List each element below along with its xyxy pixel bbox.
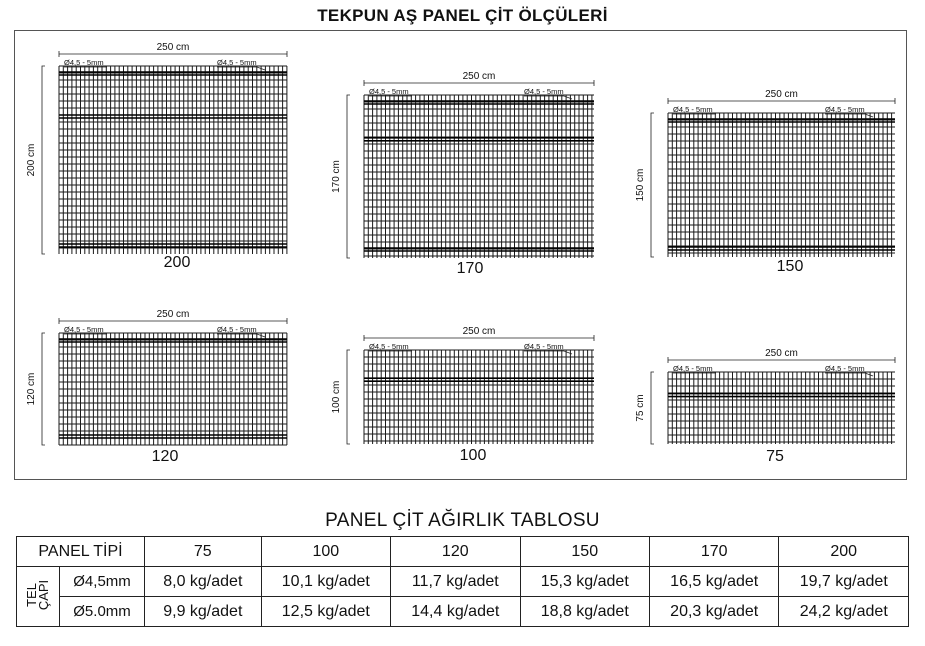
mesh-panel — [364, 95, 594, 258]
table-row — [17, 567, 909, 597]
column-header: 150 — [520, 537, 649, 567]
mesh-panel — [59, 66, 287, 254]
weight-cell: 15,3 kg/adet — [520, 567, 649, 597]
height-dimension-bracket — [651, 372, 654, 444]
width-label: 250 cm — [462, 326, 496, 337]
wire-diameter-group-label — [17, 567, 60, 627]
wire-callout-right: Ø4,5 - 5mm — [524, 342, 564, 351]
weight-cell: 11,7 kg/adet — [391, 567, 520, 597]
panel-type-caption: 120 — [151, 448, 179, 465]
mesh-panel — [59, 333, 287, 445]
wire-callout-left: Ø4,5 - 5mm — [64, 325, 104, 334]
mesh-panel — [364, 350, 594, 444]
wire-callout-left: Ø4,5 - 5mm — [64, 58, 104, 67]
width-label: 250 cm — [765, 89, 798, 100]
weight-cell: 16,5 kg/adet — [649, 567, 778, 597]
column-header: 120 — [391, 537, 520, 567]
weight-cell: 18,8 kg/adet — [520, 597, 649, 627]
page-title: TEKPUN AŞ PANEL ÇİT ÖLÇÜLERİ — [317, 6, 608, 25]
weight-cell: 14,4 kg/adet — [391, 597, 520, 627]
width-label: 250 cm — [156, 42, 190, 53]
callout-leader — [673, 114, 873, 117]
height-label: 170 cm — [331, 160, 342, 193]
mesh-panel — [668, 113, 895, 257]
wire-callout-right: Ø4,5 - 5mm — [825, 105, 865, 114]
height-label: 75 cm — [635, 394, 646, 422]
mesh-panel — [668, 372, 895, 444]
wire-callout-right: Ø4,5 - 5mm — [524, 87, 564, 96]
column-header: 200 — [779, 537, 909, 567]
wire-callout-right: Ø4,5 - 5mm — [825, 364, 865, 373]
wire-callout-left: Ø4,5 - 5mm — [369, 342, 409, 351]
wire-callout-left: Ø4,5 - 5mm — [369, 87, 409, 96]
panel-type-caption: 170 — [456, 260, 484, 277]
height-label: 120 cm — [26, 372, 37, 406]
weight-cell: 8,0 kg/adet — [145, 567, 262, 597]
height-label: 100 cm — [331, 380, 342, 414]
mesh-vertical-wires — [364, 95, 592, 258]
panel-type-caption: 100 — [459, 447, 487, 464]
row-label: Ø5.0mm — [60, 597, 145, 627]
column-header: 170 — [649, 537, 778, 567]
row-label: Ø4,5mm — [60, 567, 145, 597]
callout-leader — [369, 351, 572, 354]
panel-type-header: PANEL TİPİ — [17, 537, 145, 567]
weight-cell: 12,5 kg/adet — [261, 597, 390, 627]
panel-type-caption: 200 — [163, 254, 191, 271]
panel-type-caption: 150 — [776, 258, 804, 275]
table-header-row — [17, 537, 909, 567]
group-label-capi: ÇAPI — [36, 579, 51, 611]
width-label: 250 cm — [156, 309, 190, 320]
width-label: 250 cm — [462, 71, 496, 82]
height-label: 150 cm — [635, 168, 646, 202]
callout-leader — [673, 373, 873, 376]
height-dimension-bracket — [651, 113, 654, 257]
weight-cell: 19,7 kg/adet — [779, 567, 909, 597]
wire-callout-right: Ø4,5 - 5mm — [217, 58, 257, 67]
wire-callout-left: Ø4,5 - 5mm — [673, 364, 713, 373]
mesh-vertical-wires — [668, 372, 892, 444]
mesh-horizontal-wires — [668, 113, 895, 253]
weight-table-title: PANEL ÇİT AĞIRLIK TABLOSU — [325, 510, 600, 531]
height-dimension-bracket — [347, 350, 350, 444]
group-label-tel: TEL — [24, 583, 39, 607]
wire-callout-right: Ø4,5 - 5mm — [217, 325, 257, 334]
weight-cell: 20,3 kg/adet — [649, 597, 778, 627]
height-dimension-bracket — [42, 333, 45, 445]
height-label: 200 cm — [26, 143, 37, 177]
wire-callout-left: Ø4,5 - 5mm — [673, 105, 713, 114]
weight-cell: 10,1 kg/adet — [261, 567, 390, 597]
callout-leader — [369, 96, 572, 99]
height-dimension-bracket — [42, 66, 45, 254]
table-row — [17, 597, 909, 627]
column-header: 75 — [145, 537, 262, 567]
width-label: 250 cm — [765, 348, 798, 359]
column-header: 100 — [261, 537, 390, 567]
panel-type-caption: 75 — [766, 448, 784, 465]
height-dimension-bracket — [347, 95, 350, 258]
weight-cell: 24,2 kg/adet — [779, 597, 909, 627]
mesh-vertical-wires — [668, 113, 892, 257]
weight-cell: 9,9 kg/adet — [145, 597, 262, 627]
weight-table — [16, 536, 909, 627]
